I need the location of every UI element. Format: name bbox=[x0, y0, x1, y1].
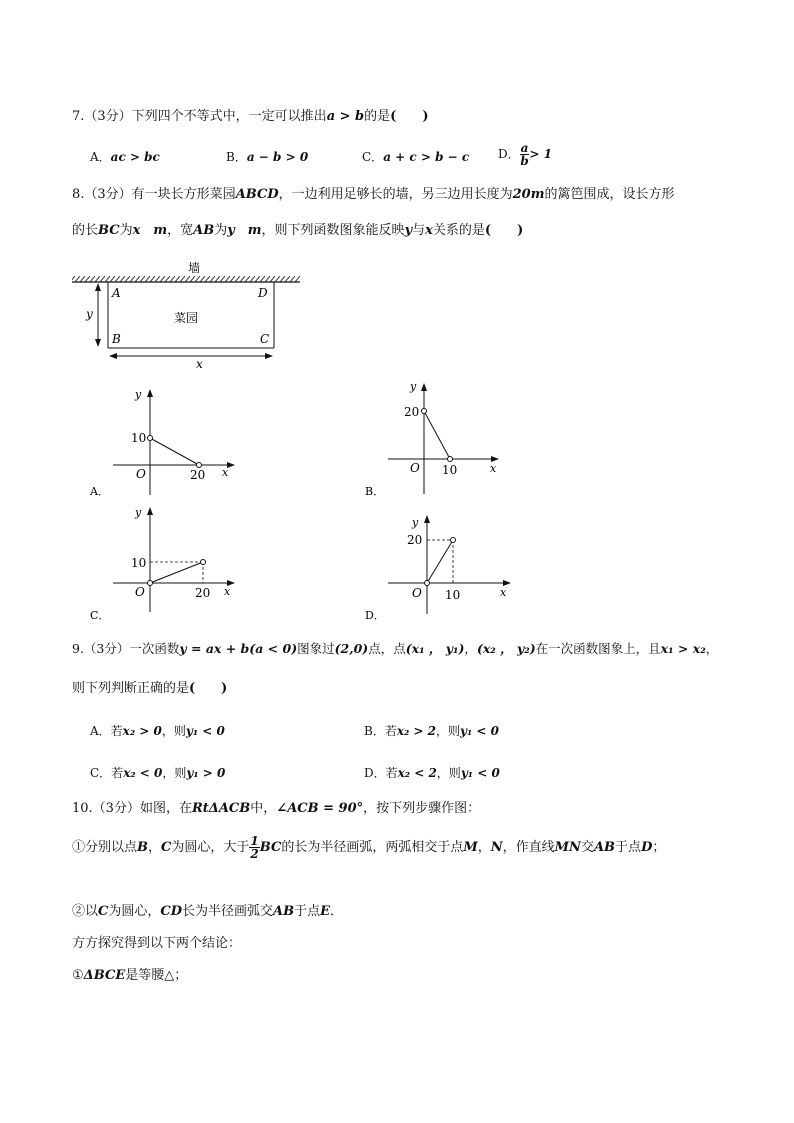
q9-b-math2: y₁ < 0 bbox=[460, 724, 500, 738]
q10-s2-math4: E bbox=[320, 904, 331, 919]
q10-s2-prefix: ②以 bbox=[72, 904, 99, 919]
point-d-label: D bbox=[258, 286, 268, 300]
graph-b-y-arrow bbox=[421, 383, 427, 391]
graph-a-x-tick: 20 bbox=[190, 468, 206, 482]
q10-s1-t8: ； bbox=[652, 840, 666, 855]
q10-s1-t7: 于点 bbox=[615, 840, 642, 855]
q9-l1-t4: 在一次函数图象上，且 bbox=[535, 641, 661, 656]
q10-half-fraction bbox=[249, 835, 259, 860]
q9-a-math1: x₂ > 0 bbox=[122, 724, 162, 738]
q7-stem-text: 7.（3分）下列四个不等式中，一定可以推出 bbox=[72, 109, 327, 124]
graph-b[interactable] bbox=[365, 380, 499, 498]
q8-l2-math3: AB bbox=[193, 223, 215, 238]
q10-s2-t3: 于点 bbox=[294, 904, 321, 919]
graph-c-segment bbox=[150, 562, 203, 583]
q8-bracket: ( ) bbox=[484, 223, 524, 238]
q10-frac-den: 2 bbox=[250, 847, 259, 861]
q10-s1-prefix: ①分别以点 bbox=[72, 840, 138, 855]
point-c-label: C bbox=[260, 332, 270, 346]
q10-s1-math7: AB bbox=[593, 840, 616, 855]
graph-c-y-label: y bbox=[135, 506, 142, 519]
point-a-label: A bbox=[112, 286, 121, 300]
graph-a-y-arrow bbox=[147, 389, 153, 397]
q8-l1-mid: ，一边利用足够长的墙，另三边用长度为 bbox=[278, 187, 513, 202]
q9-b-mid: ，则 bbox=[436, 724, 461, 738]
graph-b-open-point-x bbox=[448, 457, 453, 462]
q9-c-label: C．若 bbox=[90, 766, 124, 780]
q7-option-c-label: C． bbox=[362, 150, 384, 164]
q7-option-a-math: ac > bc bbox=[110, 150, 160, 164]
graph-d-open-point-origin bbox=[425, 581, 430, 586]
q8-l2-t2: ，宽 bbox=[167, 223, 194, 238]
graph-a[interactable] bbox=[89, 388, 235, 498]
wall-label: 墙 bbox=[188, 261, 201, 275]
graph-a-segment bbox=[150, 438, 199, 465]
q9-l1-math1: y = ax + b(a < 0) bbox=[179, 641, 298, 656]
q8-l1-prefix: 8.（3分）有一块长方形菜园 bbox=[72, 187, 236, 202]
q10-l1-prefix: 10.（3分）如图，在 bbox=[72, 801, 192, 816]
q10-frac-num: 1 bbox=[250, 834, 259, 848]
q8-l1-suffix: 的篱笆围成，设长方形 bbox=[544, 187, 675, 202]
x-arrow-right bbox=[265, 353, 273, 359]
graph-c[interactable] bbox=[90, 506, 235, 622]
q10-s1-t3: 的长为半径画弧，两弧相交于点 bbox=[281, 840, 464, 855]
graph-b-label: B． bbox=[365, 485, 385, 498]
graph-c-y-tick: 10 bbox=[131, 556, 147, 570]
q10-s1-math2: C bbox=[161, 840, 172, 855]
q8-l1-math2: 20m bbox=[512, 187, 545, 202]
q10-step2 bbox=[72, 903, 343, 921]
graph-d-label: D． bbox=[365, 609, 385, 622]
q8-l2-math2: x m bbox=[132, 223, 168, 238]
graph-b-y-tick: 20 bbox=[404, 405, 420, 419]
q10-stem-line1 bbox=[72, 800, 480, 818]
graph-c-open-point-end bbox=[201, 560, 206, 565]
graph-b-open-point-y bbox=[422, 409, 427, 414]
q8-l2-math4: y m bbox=[227, 223, 262, 238]
y-arrow-up bbox=[95, 283, 101, 291]
q8-l2-math1: BC bbox=[98, 223, 120, 238]
graph-d[interactable] bbox=[365, 515, 511, 622]
graph-a-origin: O bbox=[136, 467, 146, 481]
q10-s2-math3: AB bbox=[273, 904, 295, 919]
q8-l2-math6: x bbox=[425, 223, 433, 238]
q10-l1-math2: ∠ACB = 90° bbox=[276, 801, 364, 816]
q10-s1-math1: B bbox=[137, 840, 149, 855]
q9-c-math1: x₂ < 0 bbox=[123, 766, 163, 780]
q9-l1-prefix: 9.（3分）一次函数 bbox=[72, 641, 180, 656]
graph-b-segment bbox=[424, 411, 450, 459]
wall-hatch bbox=[72, 276, 300, 282]
q8-l2-t5: 与 bbox=[412, 223, 426, 238]
graph-a-x-label: x bbox=[222, 466, 229, 479]
q7-option-d-label: D． bbox=[498, 147, 520, 161]
q7-frac-den: b bbox=[520, 154, 529, 168]
q10-conclusion1 bbox=[72, 967, 187, 985]
y-arrow-down bbox=[95, 339, 101, 347]
q7-option-c-math: a + c > b − c bbox=[383, 150, 470, 164]
graph-a-open-point-y bbox=[148, 436, 153, 441]
q9-option-d[interactable] bbox=[364, 764, 500, 782]
q7-frac-num: a bbox=[520, 141, 529, 155]
q9-l1-t1: 图象过 bbox=[297, 641, 335, 656]
q10-s1-math8: D bbox=[641, 840, 653, 855]
point-b-label: B bbox=[112, 332, 121, 346]
q9-c-math2: y₁ > 0 bbox=[186, 766, 226, 780]
q9-d-label: D．若 bbox=[364, 766, 398, 780]
q9-l1-math3: (x₁ ， y₁) bbox=[405, 641, 465, 656]
q8-l1-math1: ABCD bbox=[235, 187, 279, 202]
q8-l2-t3: 为 bbox=[214, 223, 228, 238]
q10-s1-math5: N bbox=[490, 840, 503, 855]
q9-d-math2: y₁ < 0 bbox=[460, 766, 500, 780]
q9-stem-line2 bbox=[72, 680, 227, 698]
q10-line4 bbox=[72, 935, 241, 953]
graph-a-open-point-x bbox=[197, 463, 202, 468]
graph-b-y-label: y bbox=[410, 380, 417, 393]
q7-bracket: ( ) bbox=[390, 109, 429, 124]
graph-c-x-tick: 20 bbox=[195, 586, 211, 600]
q9-l1-math5: x₁ > x₂ bbox=[660, 641, 706, 656]
graph-b-x-tick: 10 bbox=[442, 463, 458, 477]
q9-d-math1: x₂ < 2 bbox=[397, 766, 437, 780]
graph-c-x-label: x bbox=[224, 585, 231, 598]
q9-b-label: B．若 bbox=[364, 724, 397, 738]
q8-l2-t4: ，则下列函数图象能反映 bbox=[261, 223, 405, 238]
q9-a-label: A．若 bbox=[90, 724, 123, 738]
garden-label: 菜园 bbox=[174, 311, 199, 325]
q10-l1-math1: RtΔACB bbox=[191, 801, 251, 816]
q9-c-mid: ，则 bbox=[162, 766, 187, 780]
q7-option-d-math: > 1 bbox=[529, 147, 552, 161]
q10-s1-math3: BC bbox=[259, 840, 282, 855]
q9-a-mid: ，则 bbox=[161, 724, 186, 738]
q10-s1-math6: MN bbox=[554, 840, 581, 855]
x-dimension-label: x bbox=[196, 357, 203, 371]
q8-l2-t1: 为 bbox=[119, 223, 133, 238]
q10-s2-math1: C bbox=[98, 904, 109, 919]
graph-d-segment bbox=[427, 540, 453, 583]
q8-l2-math5: y bbox=[404, 223, 413, 238]
q9-l1-t5: ， bbox=[705, 641, 719, 656]
graph-a-label: A． bbox=[90, 485, 109, 498]
q10-s2-t4: ． bbox=[330, 904, 344, 919]
q9-option-a[interactable] bbox=[90, 722, 225, 740]
q10-s1-t6: 交 bbox=[580, 840, 594, 855]
graph-d-x-label: x bbox=[500, 586, 507, 599]
q10-s1-math4: M bbox=[463, 840, 478, 855]
q10-l1-t2: ，按下列步骤作图： bbox=[363, 801, 481, 816]
q8-l2-t6: 关系的是 bbox=[432, 223, 485, 238]
q7-option-a-label: A． bbox=[90, 150, 111, 164]
q9-l1-t3: ， bbox=[464, 641, 477, 656]
graph-c-y-arrow bbox=[147, 507, 153, 515]
q9-option-c[interactable] bbox=[90, 764, 225, 782]
y-dimension-label: y bbox=[86, 307, 93, 321]
q9-l1-math2: (2,0) bbox=[334, 641, 369, 656]
q9-bracket: ( ) bbox=[189, 681, 228, 696]
q10-s2-math2: CD bbox=[160, 904, 183, 919]
graph-d-y-label: y bbox=[412, 516, 419, 529]
q10-s2-t1: 为圆心， bbox=[108, 904, 161, 919]
q9-l1-math4: (x₂ ， y₂) bbox=[476, 641, 536, 656]
q7-stem-math: a > b bbox=[326, 109, 365, 124]
q10-step1 bbox=[72, 835, 665, 860]
q9-l2-text: 则下列判断正确的是 bbox=[72, 681, 190, 696]
graph-c-label: C． bbox=[90, 609, 110, 622]
q10-s2-t2: 长为半径画弧交 bbox=[182, 904, 274, 919]
q10-c1-suffix: 是等腰△； bbox=[125, 968, 188, 983]
q8-l2-prefix: 的长 bbox=[72, 223, 99, 238]
graph-c-origin: O bbox=[135, 585, 145, 599]
q10-line4-text: 方方探究得到以下两个结论： bbox=[72, 936, 242, 951]
q9-stem-line1 bbox=[72, 640, 718, 658]
q10-s1-t4: ， bbox=[477, 840, 491, 855]
graph-d-y-arrow bbox=[424, 515, 430, 523]
q7-option-b-label: B． bbox=[226, 150, 247, 164]
q10-c1-math: ΔBCE bbox=[83, 968, 126, 983]
x-arrow-left bbox=[109, 353, 117, 359]
q10-l1-t1: 中， bbox=[250, 801, 277, 816]
graph-d-x-tick: 10 bbox=[445, 588, 461, 602]
graph-d-open-point-end bbox=[451, 538, 456, 543]
q10-s1-t5: ，作直线 bbox=[502, 840, 555, 855]
q9-b-math1: x₂ > 2 bbox=[396, 724, 436, 738]
graph-c-open-point-origin bbox=[148, 581, 153, 586]
q7-option-b-math: a − b > 0 bbox=[246, 150, 309, 164]
graph-d-origin: O bbox=[412, 586, 422, 600]
q10-c1-prefix: ① bbox=[72, 968, 84, 983]
q9-a-math2: y₁ < 0 bbox=[185, 724, 225, 738]
graph-a-y-tick: 10 bbox=[131, 431, 147, 445]
q9-l1-t2: 点，点 bbox=[368, 641, 406, 656]
q10-s1-t1: ， bbox=[148, 840, 162, 855]
q9-option-b[interactable] bbox=[364, 722, 499, 740]
q9-d-mid: ，则 bbox=[436, 766, 461, 780]
graph-a-y-label: y bbox=[135, 388, 142, 401]
graph-b-x-label: x bbox=[490, 462, 497, 475]
q10-s1-t2: 为圆心，大于 bbox=[171, 840, 250, 855]
graph-b-origin: O bbox=[410, 461, 420, 475]
graph-d-y-tick: 20 bbox=[407, 533, 423, 547]
q7-stem-suffix: 的是 bbox=[364, 109, 391, 124]
